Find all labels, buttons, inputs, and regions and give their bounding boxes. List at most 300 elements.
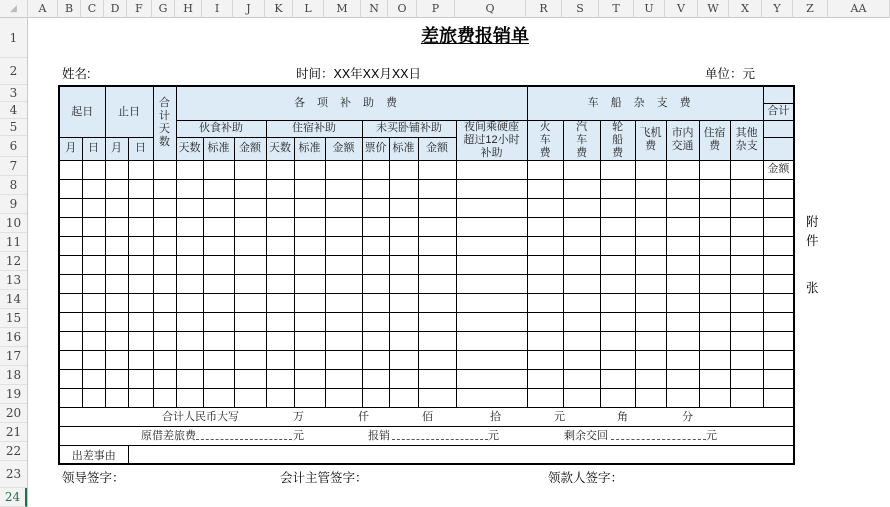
data-cell[interactable] [699,388,730,407]
data-cell[interactable] [666,388,699,407]
data-cell[interactable] [82,331,105,350]
data-cell[interactable] [266,350,294,369]
data-cell[interactable] [362,350,389,369]
data-cell[interactable] [563,369,600,388]
data-cell[interactable] [389,350,418,369]
data-cell[interactable] [294,236,325,255]
data-cell[interactable] [128,255,153,274]
row-header[interactable]: 4 [0,102,27,119]
data-cell[interactable] [730,217,763,236]
data-cell[interactable] [389,198,418,217]
column-header[interactable]: R [526,0,562,18]
data-cell[interactable] [176,312,203,331]
column-header[interactable]: A [28,0,58,18]
data-cell[interactable] [418,274,456,293]
data-cell[interactable] [418,255,456,274]
data-cell[interactable] [763,274,794,293]
data-cell[interactable] [563,331,600,350]
data-cell[interactable] [666,274,699,293]
data-cell[interactable] [153,350,176,369]
data-cell[interactable] [389,160,418,179]
data-cell[interactable] [635,274,666,293]
column-header[interactable]: I [202,0,233,18]
data-cell[interactable] [82,236,105,255]
data-cell[interactable] [527,274,563,293]
data-cell[interactable] [203,369,234,388]
data-cell[interactable] [418,350,456,369]
data-cell[interactable] [635,198,666,217]
data-cell[interactable] [82,179,105,198]
data-cell[interactable] [82,198,105,217]
data-cell[interactable] [266,388,294,407]
data-cell[interactable] [456,274,527,293]
data-cell[interactable] [699,331,730,350]
data-cell[interactable] [699,160,730,179]
data-cell[interactable] [563,293,600,312]
data-cell[interactable] [325,198,362,217]
data-cell[interactable] [294,312,325,331]
data-cell[interactable] [600,160,635,179]
row-header[interactable]: 23 [0,461,27,488]
data-cell[interactable] [600,388,635,407]
data-cell[interactable] [153,312,176,331]
data-cell[interactable] [105,350,128,369]
data-cell[interactable] [105,331,128,350]
data-cell[interactable] [456,293,527,312]
row-header[interactable]: 12 [0,252,27,271]
data-cell[interactable] [527,236,563,255]
data-cell[interactable] [763,179,794,198]
data-cell[interactable] [203,255,234,274]
data-cell[interactable] [128,312,153,331]
data-cell[interactable] [105,198,128,217]
data-cell[interactable] [600,236,635,255]
data-cell[interactable] [730,274,763,293]
data-cell[interactable] [266,255,294,274]
data-cell[interactable] [294,293,325,312]
data-cell[interactable] [325,388,362,407]
row-header[interactable]: 6 [0,136,27,157]
data-cell[interactable] [105,293,128,312]
column-header[interactable]: T [599,0,634,18]
data-cell[interactable] [362,255,389,274]
row-header[interactable]: 14 [0,290,27,309]
data-cell[interactable] [600,198,635,217]
data-cell[interactable] [203,274,234,293]
data-cell[interactable] [59,160,82,179]
data-cell[interactable] [666,198,699,217]
row-header[interactable]: 8 [0,176,27,195]
data-cell[interactable] [699,217,730,236]
data-cell[interactable] [266,217,294,236]
data-cell[interactable] [563,274,600,293]
data-cell[interactable] [563,350,600,369]
column-header[interactable]: S [562,0,599,18]
data-cell[interactable] [176,369,203,388]
data-cell[interactable] [563,388,600,407]
data-cell[interactable] [82,369,105,388]
data-cell[interactable] [59,274,82,293]
data-cell[interactable] [699,293,730,312]
row-header[interactable]: 22 [0,442,27,461]
data-cell[interactable] [730,388,763,407]
column-header[interactable]: P [417,0,455,18]
data-cell[interactable] [203,236,234,255]
data-cell[interactable] [600,331,635,350]
data-cell[interactable] [234,388,266,407]
data-cell[interactable] [527,255,563,274]
data-cell[interactable] [418,236,456,255]
data-cell[interactable] [128,331,153,350]
data-cell[interactable] [234,179,266,198]
row-header[interactable]: 15 [0,309,27,328]
data-cell[interactable] [59,198,82,217]
data-cell[interactable] [203,331,234,350]
data-cell[interactable] [635,293,666,312]
advance-blank[interactable] [196,429,292,440]
data-cell[interactable] [600,312,635,331]
data-cell[interactable] [203,179,234,198]
data-cell[interactable] [105,160,128,179]
data-cell[interactable] [153,274,176,293]
row-header[interactable]: 17 [0,347,27,366]
data-cell[interactable] [325,160,362,179]
data-cell[interactable] [418,160,456,179]
data-cell[interactable] [362,331,389,350]
data-cell[interactable] [730,293,763,312]
data-cell[interactable] [418,293,456,312]
data-cell[interactable] [563,160,600,179]
data-cell[interactable] [418,388,456,407]
data-cell[interactable] [203,160,234,179]
row-header[interactable]: 5 [0,119,27,136]
data-cell[interactable] [699,179,730,198]
data-cell[interactable] [666,179,699,198]
row-header[interactable]: 21 [0,423,27,442]
data-cell[interactable] [203,312,234,331]
data-cell[interactable] [666,255,699,274]
data-cell[interactable] [730,369,763,388]
data-cell[interactable] [600,255,635,274]
data-cell[interactable] [105,369,128,388]
data-cell[interactable] [362,179,389,198]
data-cell[interactable] [763,255,794,274]
data-cell[interactable] [635,350,666,369]
data-cell[interactable] [635,255,666,274]
data-cell[interactable] [234,217,266,236]
data-cell[interactable] [266,198,294,217]
data-cell[interactable] [362,198,389,217]
data-cell[interactable] [763,217,794,236]
data-cell[interactable] [527,312,563,331]
data-cell[interactable] [456,331,527,350]
data-cell[interactable] [59,331,82,350]
data-cell[interactable] [294,369,325,388]
data-cell[interactable] [105,388,128,407]
row-header[interactable]: 7 [0,157,27,176]
data-cell[interactable] [59,312,82,331]
returned-blank[interactable] [611,429,706,440]
data-cell[interactable] [294,217,325,236]
data-cell[interactable] [699,274,730,293]
data-cell[interactable] [266,160,294,179]
column-header[interactable]: Q [455,0,526,18]
data-cell[interactable] [325,274,362,293]
row-header[interactable]: 19 [0,385,27,404]
column-header[interactable]: N [361,0,388,18]
data-cell[interactable] [153,293,176,312]
data-cell[interactable] [294,160,325,179]
data-cell[interactable] [563,179,600,198]
data-cell[interactable] [294,255,325,274]
data-cell[interactable] [266,312,294,331]
data-cell[interactable] [234,160,266,179]
data-cell[interactable] [234,312,266,331]
select-all-corner[interactable]: ◢ [0,0,28,18]
data-cell[interactable] [456,312,527,331]
data-cell[interactable] [389,369,418,388]
data-cell[interactable] [563,255,600,274]
data-cell[interactable] [266,331,294,350]
data-cell[interactable] [266,236,294,255]
rmb-total-row[interactable] [59,407,794,426]
data-cell[interactable] [527,198,563,217]
data-cell[interactable] [105,274,128,293]
data-cell[interactable] [600,369,635,388]
data-cell[interactable] [266,293,294,312]
data-cell[interactable] [600,274,635,293]
data-cell[interactable] [362,217,389,236]
column-header[interactable]: L [293,0,324,18]
data-cell[interactable] [203,350,234,369]
data-cell[interactable] [730,236,763,255]
data-cell[interactable] [763,350,794,369]
data-cell[interactable] [153,236,176,255]
data-cell[interactable] [527,160,563,179]
data-cell[interactable] [456,255,527,274]
data-cell[interactable] [600,179,635,198]
data-cell[interactable] [389,331,418,350]
data-cell[interactable] [294,388,325,407]
column-header[interactable]: K [265,0,293,18]
data-cell[interactable] [128,388,153,407]
data-cell[interactable] [59,293,82,312]
data-cell[interactable] [294,179,325,198]
column-header[interactable]: U [634,0,665,18]
data-cell[interactable] [82,293,105,312]
data-cell[interactable] [294,350,325,369]
column-header[interactable]: M [324,0,361,18]
data-cell[interactable] [362,274,389,293]
data-cell[interactable] [635,312,666,331]
data-cell[interactable] [325,217,362,236]
data-cell[interactable] [59,350,82,369]
reimburse-blank[interactable] [392,429,488,440]
data-cell[interactable] [128,179,153,198]
data-cell[interactable] [763,236,794,255]
data-cell[interactable] [325,312,362,331]
data-cell[interactable] [153,198,176,217]
data-cell[interactable] [527,179,563,198]
data-cell[interactable] [527,217,563,236]
data-cell[interactable] [234,198,266,217]
row-header[interactable]: 1 [0,18,27,58]
data-cell[interactable] [699,198,730,217]
column-header[interactable]: Y [762,0,793,18]
column-header[interactable]: X [729,0,762,18]
data-cell[interactable] [527,369,563,388]
data-cell[interactable] [456,198,527,217]
data-cell[interactable] [153,217,176,236]
row-header[interactable]: 3 [0,85,27,102]
data-cell[interactable] [666,160,699,179]
data-cell[interactable] [527,331,563,350]
data-cell[interactable] [294,331,325,350]
column-header[interactable]: D [104,0,127,18]
data-cell[interactable] [699,369,730,388]
data-cell[interactable] [635,331,666,350]
data-cell[interactable] [389,236,418,255]
data-cell[interactable] [105,255,128,274]
data-cell[interactable] [666,331,699,350]
data-cell[interactable] [635,160,666,179]
data-cell[interactable] [389,274,418,293]
row-header[interactable]: 16 [0,328,27,347]
data-cell[interactable] [600,350,635,369]
data-cell[interactable] [325,255,362,274]
data-cell[interactable] [456,388,527,407]
data-cell[interactable] [666,369,699,388]
data-cell[interactable] [730,160,763,179]
row-header[interactable]: 9 [0,195,27,214]
data-cell[interactable] [234,274,266,293]
data-cell[interactable] [234,236,266,255]
data-cell[interactable] [234,255,266,274]
row-header[interactable]: 10 [0,214,27,233]
column-header[interactable]: J [233,0,265,18]
data-cell[interactable] [730,179,763,198]
data-cell[interactable] [128,274,153,293]
data-cell[interactable] [234,293,266,312]
data-cell[interactable] [294,198,325,217]
data-cell[interactable] [456,236,527,255]
data-cell[interactable] [635,236,666,255]
data-cell[interactable] [325,179,362,198]
data-cell[interactable] [266,274,294,293]
trip-reason-input[interactable] [128,445,794,464]
data-cell[interactable] [763,331,794,350]
data-cell[interactable] [176,198,203,217]
data-cell[interactable] [153,388,176,407]
data-cell[interactable] [389,255,418,274]
data-cell[interactable] [176,236,203,255]
column-header[interactable]: B [58,0,81,18]
data-cell[interactable] [325,350,362,369]
data-cell[interactable] [635,179,666,198]
data-cell[interactable] [418,217,456,236]
data-cell[interactable] [563,198,600,217]
row-header[interactable]: 11 [0,233,27,252]
data-cell[interactable] [153,369,176,388]
data-cell[interactable] [176,350,203,369]
data-cell[interactable] [456,217,527,236]
settlement-row[interactable] [59,426,794,445]
data-cell[interactable] [128,369,153,388]
data-cell[interactable] [294,274,325,293]
data-cell[interactable] [635,369,666,388]
data-cell[interactable] [418,198,456,217]
data-cell[interactable] [389,217,418,236]
data-cell[interactable] [456,369,527,388]
data-cell[interactable] [666,236,699,255]
row-header[interactable]: 13 [0,271,27,290]
data-cell[interactable] [203,388,234,407]
data-cell[interactable] [82,217,105,236]
data-cell[interactable] [730,312,763,331]
data-cell[interactable] [362,312,389,331]
data-cell[interactable] [176,293,203,312]
data-cell[interactable] [176,274,203,293]
data-cell[interactable] [325,236,362,255]
data-cell[interactable] [82,160,105,179]
data-cell[interactable] [176,160,203,179]
data-cell[interactable] [763,388,794,407]
data-cell[interactable] [362,388,389,407]
data-cell[interactable] [105,217,128,236]
data-cell[interactable] [105,312,128,331]
data-cell[interactable] [635,217,666,236]
data-cell[interactable] [266,369,294,388]
row-header[interactable]: 18 [0,366,27,385]
data-cell[interactable] [635,388,666,407]
data-cell[interactable] [418,369,456,388]
data-cell[interactable] [389,293,418,312]
data-cell[interactable] [82,350,105,369]
data-cell[interactable] [128,198,153,217]
data-cell[interactable] [266,179,294,198]
data-cell[interactable] [763,198,794,217]
data-cell[interactable] [563,312,600,331]
data-cell[interactable] [325,369,362,388]
data-cell[interactable] [82,255,105,274]
data-cell[interactable] [176,217,203,236]
data-cell[interactable] [456,350,527,369]
data-cell[interactable] [563,236,600,255]
data-cell[interactable] [59,369,82,388]
data-cell[interactable] [730,255,763,274]
data-cell[interactable] [82,388,105,407]
data-cell[interactable] [389,388,418,407]
data-cell[interactable] [59,179,82,198]
data-cell[interactable] [699,350,730,369]
data-cell[interactable] [362,160,389,179]
data-cell[interactable] [389,312,418,331]
column-header[interactable]: G [152,0,175,18]
data-cell[interactable] [325,331,362,350]
data-cell[interactable] [82,274,105,293]
data-cell[interactable] [730,331,763,350]
data-cell[interactable] [128,217,153,236]
data-cell[interactable] [234,331,266,350]
data-cell[interactable] [418,331,456,350]
data-cell[interactable] [456,179,527,198]
data-cell[interactable] [699,236,730,255]
data-cell[interactable] [666,312,699,331]
data-cell[interactable] [418,312,456,331]
data-cell[interactable] [128,236,153,255]
data-cell[interactable] [600,293,635,312]
data-cell[interactable] [203,198,234,217]
